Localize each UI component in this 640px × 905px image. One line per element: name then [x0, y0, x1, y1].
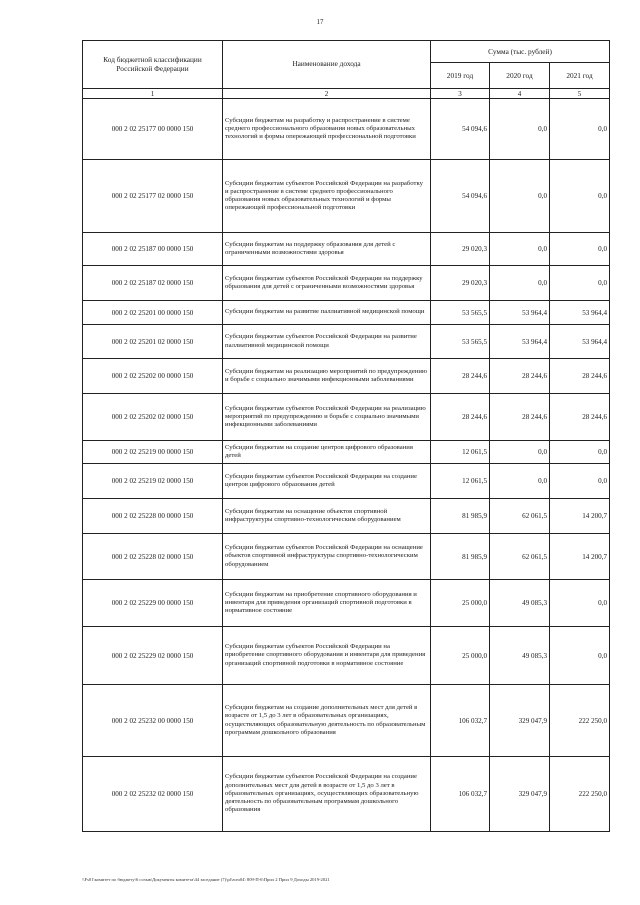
column-number: 1	[83, 89, 223, 99]
row-value-2020: 62 061,5	[490, 534, 550, 580]
row-code: 000 2 02 25201 02 0000 150	[83, 325, 223, 359]
row-value-2020: 0,0	[490, 266, 550, 301]
row-value-2021: 0,0	[550, 99, 610, 160]
row-value-2019: 25 000,0	[431, 580, 490, 627]
row-code: 000 2 02 25228 02 0000 150	[83, 534, 223, 580]
row-value-2020: 49 085,3	[490, 627, 550, 685]
row-code: 000 2 02 25187 02 0000 150	[83, 266, 223, 301]
file-path-footer: \\Fs01\комитет по бюджету\6 созыв\Документы комитета\44 заседание (7)\pl\zcm04\ 809-П-6\Прил 2 Прил 9 Доходы 2019-2021	[82, 877, 330, 882]
row-value-2020: 329 047,9	[490, 757, 550, 832]
row-code: 000 2 02 25201 00 0000 150	[83, 301, 223, 325]
row-value-2019: 12 061,5	[431, 464, 490, 499]
row-value-2019: 54 094,6	[431, 99, 490, 160]
row-name: Субсидии бюджетам на создание дополнительных мест для детей в возрасте от 1,5 до 3 лет в образовательных организациях, осуществляющих образовательную деятельность по образовательным программам дошкольного образования	[223, 685, 431, 757]
row-value-2021: 14 200,7	[550, 534, 610, 580]
row-name: Субсидии бюджетам на приобретение спортивного оборудования и инвентаря для приведения организаций спортивной подготовки в нормативное состояние	[223, 580, 431, 627]
table-row	[83, 757, 610, 832]
row-value-2021: 28 244,6	[550, 394, 610, 441]
row-value-2020: 28 244,6	[490, 359, 550, 394]
row-code: 000 2 02 25232 02 0000 150	[83, 757, 223, 832]
row-value-2019: 29 020,3	[431, 266, 490, 301]
row-name: Субсидии бюджетам на создание центров цифрового образования детей	[223, 441, 431, 464]
row-code: 000 2 02 25219 02 0000 150	[83, 464, 223, 499]
row-value-2019: 81 985,9	[431, 499, 490, 534]
table-row	[83, 325, 610, 359]
row-code: 000 2 02 25228 00 0000 150	[83, 499, 223, 534]
row-value-2020: 0,0	[490, 99, 550, 160]
table-row	[83, 580, 610, 627]
row-value-2021: 14 200,7	[550, 499, 610, 534]
row-value-2021: 28 244,6	[550, 359, 610, 394]
row-value-2021: 0,0	[550, 464, 610, 499]
row-name: Субсидии бюджетам субъектов Российской Федерации на реализацию мероприятий по предупреждению и борьбе с социально значимыми инфекционными заболеваниями	[223, 394, 431, 441]
row-value-2019: 29 020,3	[431, 233, 490, 266]
row-name: Субсидии бюджетам субъектов Российской Федерации на поддержку образования для детей с ограниченными возможностями здоровья	[223, 266, 431, 301]
row-name: Субсидии бюджетам на реализацию мероприятий по предупреждению и борьбе с социально значимыми инфекционными заболеваниями	[223, 359, 431, 394]
row-value-2021: 222 250,0	[550, 757, 610, 832]
row-code: 000 2 02 25232 00 0000 150	[83, 685, 223, 757]
row-value-2021: 0,0	[550, 266, 610, 301]
header-name: Наименование дохода	[223, 41, 431, 89]
row-code: 000 2 02 25229 00 0000 150	[83, 580, 223, 627]
revenue-table	[82, 40, 610, 832]
table-row	[83, 499, 610, 534]
row-code: 000 2 02 25202 00 0000 150	[83, 359, 223, 394]
table-row	[83, 359, 610, 394]
column-number: 3	[431, 89, 490, 99]
row-name: Субсидии бюджетам на оснащение объектов спортивной инфраструктуры спортивно-технологическим оборудованием	[223, 499, 431, 534]
row-code: 000 2 02 25187 00 0000 150	[83, 233, 223, 266]
row-value-2019: 25 000,0	[431, 627, 490, 685]
header-year-2020: 2020 год	[490, 63, 550, 89]
table-row	[83, 534, 610, 580]
row-name: Субсидии бюджетам на поддержку образования для детей с ограниченными возможностями здоровья	[223, 233, 431, 266]
row-value-2019: 53 565,5	[431, 301, 490, 325]
column-number: 4	[490, 89, 550, 99]
table-row	[83, 99, 610, 160]
column-number: 2	[223, 89, 431, 99]
row-value-2021: 53 964,4	[550, 325, 610, 359]
row-code: 000 2 02 25229 02 0000 150	[83, 627, 223, 685]
row-name: Субсидии бюджетам субъектов Российской Федерации на приобретение спортивного оборудования и инвентаря для приведения организаций спортивной подготовки в нормативное состояние	[223, 627, 431, 685]
row-value-2021: 0,0	[550, 627, 610, 685]
page-number: 17	[316, 18, 324, 26]
row-value-2019: 54 094,6	[431, 160, 490, 233]
row-name: Субсидии бюджетам субъектов Российской Федерации на развитие паллиативной медицинской помощи	[223, 325, 431, 359]
table-row	[83, 233, 610, 266]
row-name: Субсидии бюджетам субъектов Российской Федерации на создание дополнительных мест для детей в возрасте от 1,5 до 3 лет в образовательных организациях, осуществляющих образовательную деятельность по образовательным программам дошкольного образования	[223, 757, 431, 832]
row-value-2020: 0,0	[490, 441, 550, 464]
table-row	[83, 394, 610, 441]
row-value-2019: 28 244,6	[431, 359, 490, 394]
row-value-2020: 0,0	[490, 160, 550, 233]
row-value-2021: 0,0	[550, 233, 610, 266]
row-value-2019: 53 565,5	[431, 325, 490, 359]
header-year-2021: 2021 год	[550, 63, 610, 89]
row-value-2021: 0,0	[550, 580, 610, 627]
header-code: Код бюджетной классификации Российской Федерации	[83, 41, 223, 89]
row-value-2020: 0,0	[490, 233, 550, 266]
row-name: Субсидии бюджетам субъектов Российской Федерации на разработку и распространение в системе среднего профессионального образования новых образовательных технологий и формы опережающей профессиональной подготовки	[223, 160, 431, 233]
row-value-2019: 12 061,5	[431, 441, 490, 464]
row-value-2019: 106 032,7	[431, 685, 490, 757]
table-row	[83, 441, 610, 464]
row-value-2021: 222 250,0	[550, 685, 610, 757]
row-code: 000 2 02 25219 00 0000 150	[83, 441, 223, 464]
table-row	[83, 627, 610, 685]
table-row	[83, 266, 610, 301]
row-code: 000 2 02 25202 02 0000 150	[83, 394, 223, 441]
row-value-2020: 62 061,5	[490, 499, 550, 534]
row-value-2021: 0,0	[550, 160, 610, 233]
row-value-2021: 53 964,4	[550, 301, 610, 325]
row-value-2020: 0,0	[490, 464, 550, 499]
row-code: 000 2 02 25177 00 0000 150	[83, 99, 223, 160]
table-row	[83, 160, 610, 233]
row-value-2020: 329 047,9	[490, 685, 550, 757]
row-value-2020: 53 964,4	[490, 301, 550, 325]
table-row	[83, 464, 610, 499]
row-value-2019: 106 032,7	[431, 757, 490, 832]
row-name: Субсидии бюджетам субъектов Российской Федерации на создание центров цифрового образования детей	[223, 464, 431, 499]
row-value-2020: 49 085,3	[490, 580, 550, 627]
row-value-2019: 28 244,6	[431, 394, 490, 441]
column-number: 5	[550, 89, 610, 99]
table-row	[83, 301, 610, 325]
row-name: Субсидии бюджетам субъектов Российской Федерации на оснащение объектов спортивной инфраструктуры спортивно-технологическим оборудованием	[223, 534, 431, 580]
row-value-2020: 28 244,6	[490, 394, 550, 441]
row-name: Субсидии бюджетам на разработку и распространение в системе среднего профессионального образования новых образовательных технологий и формы опережающей профессиональной подготовки	[223, 99, 431, 160]
row-value-2019: 81 985,9	[431, 534, 490, 580]
row-value-2020: 53 964,4	[490, 325, 550, 359]
row-code: 000 2 02 25177 02 0000 150	[83, 160, 223, 233]
table-row	[83, 685, 610, 757]
header-year-2019: 2019 год	[431, 63, 490, 89]
row-value-2021: 0,0	[550, 441, 610, 464]
row-name: Субсидии бюджетам на развитие паллиативной медицинской помощи	[223, 301, 431, 325]
header-sum: Сумма (тыс. рублей)	[431, 41, 610, 63]
